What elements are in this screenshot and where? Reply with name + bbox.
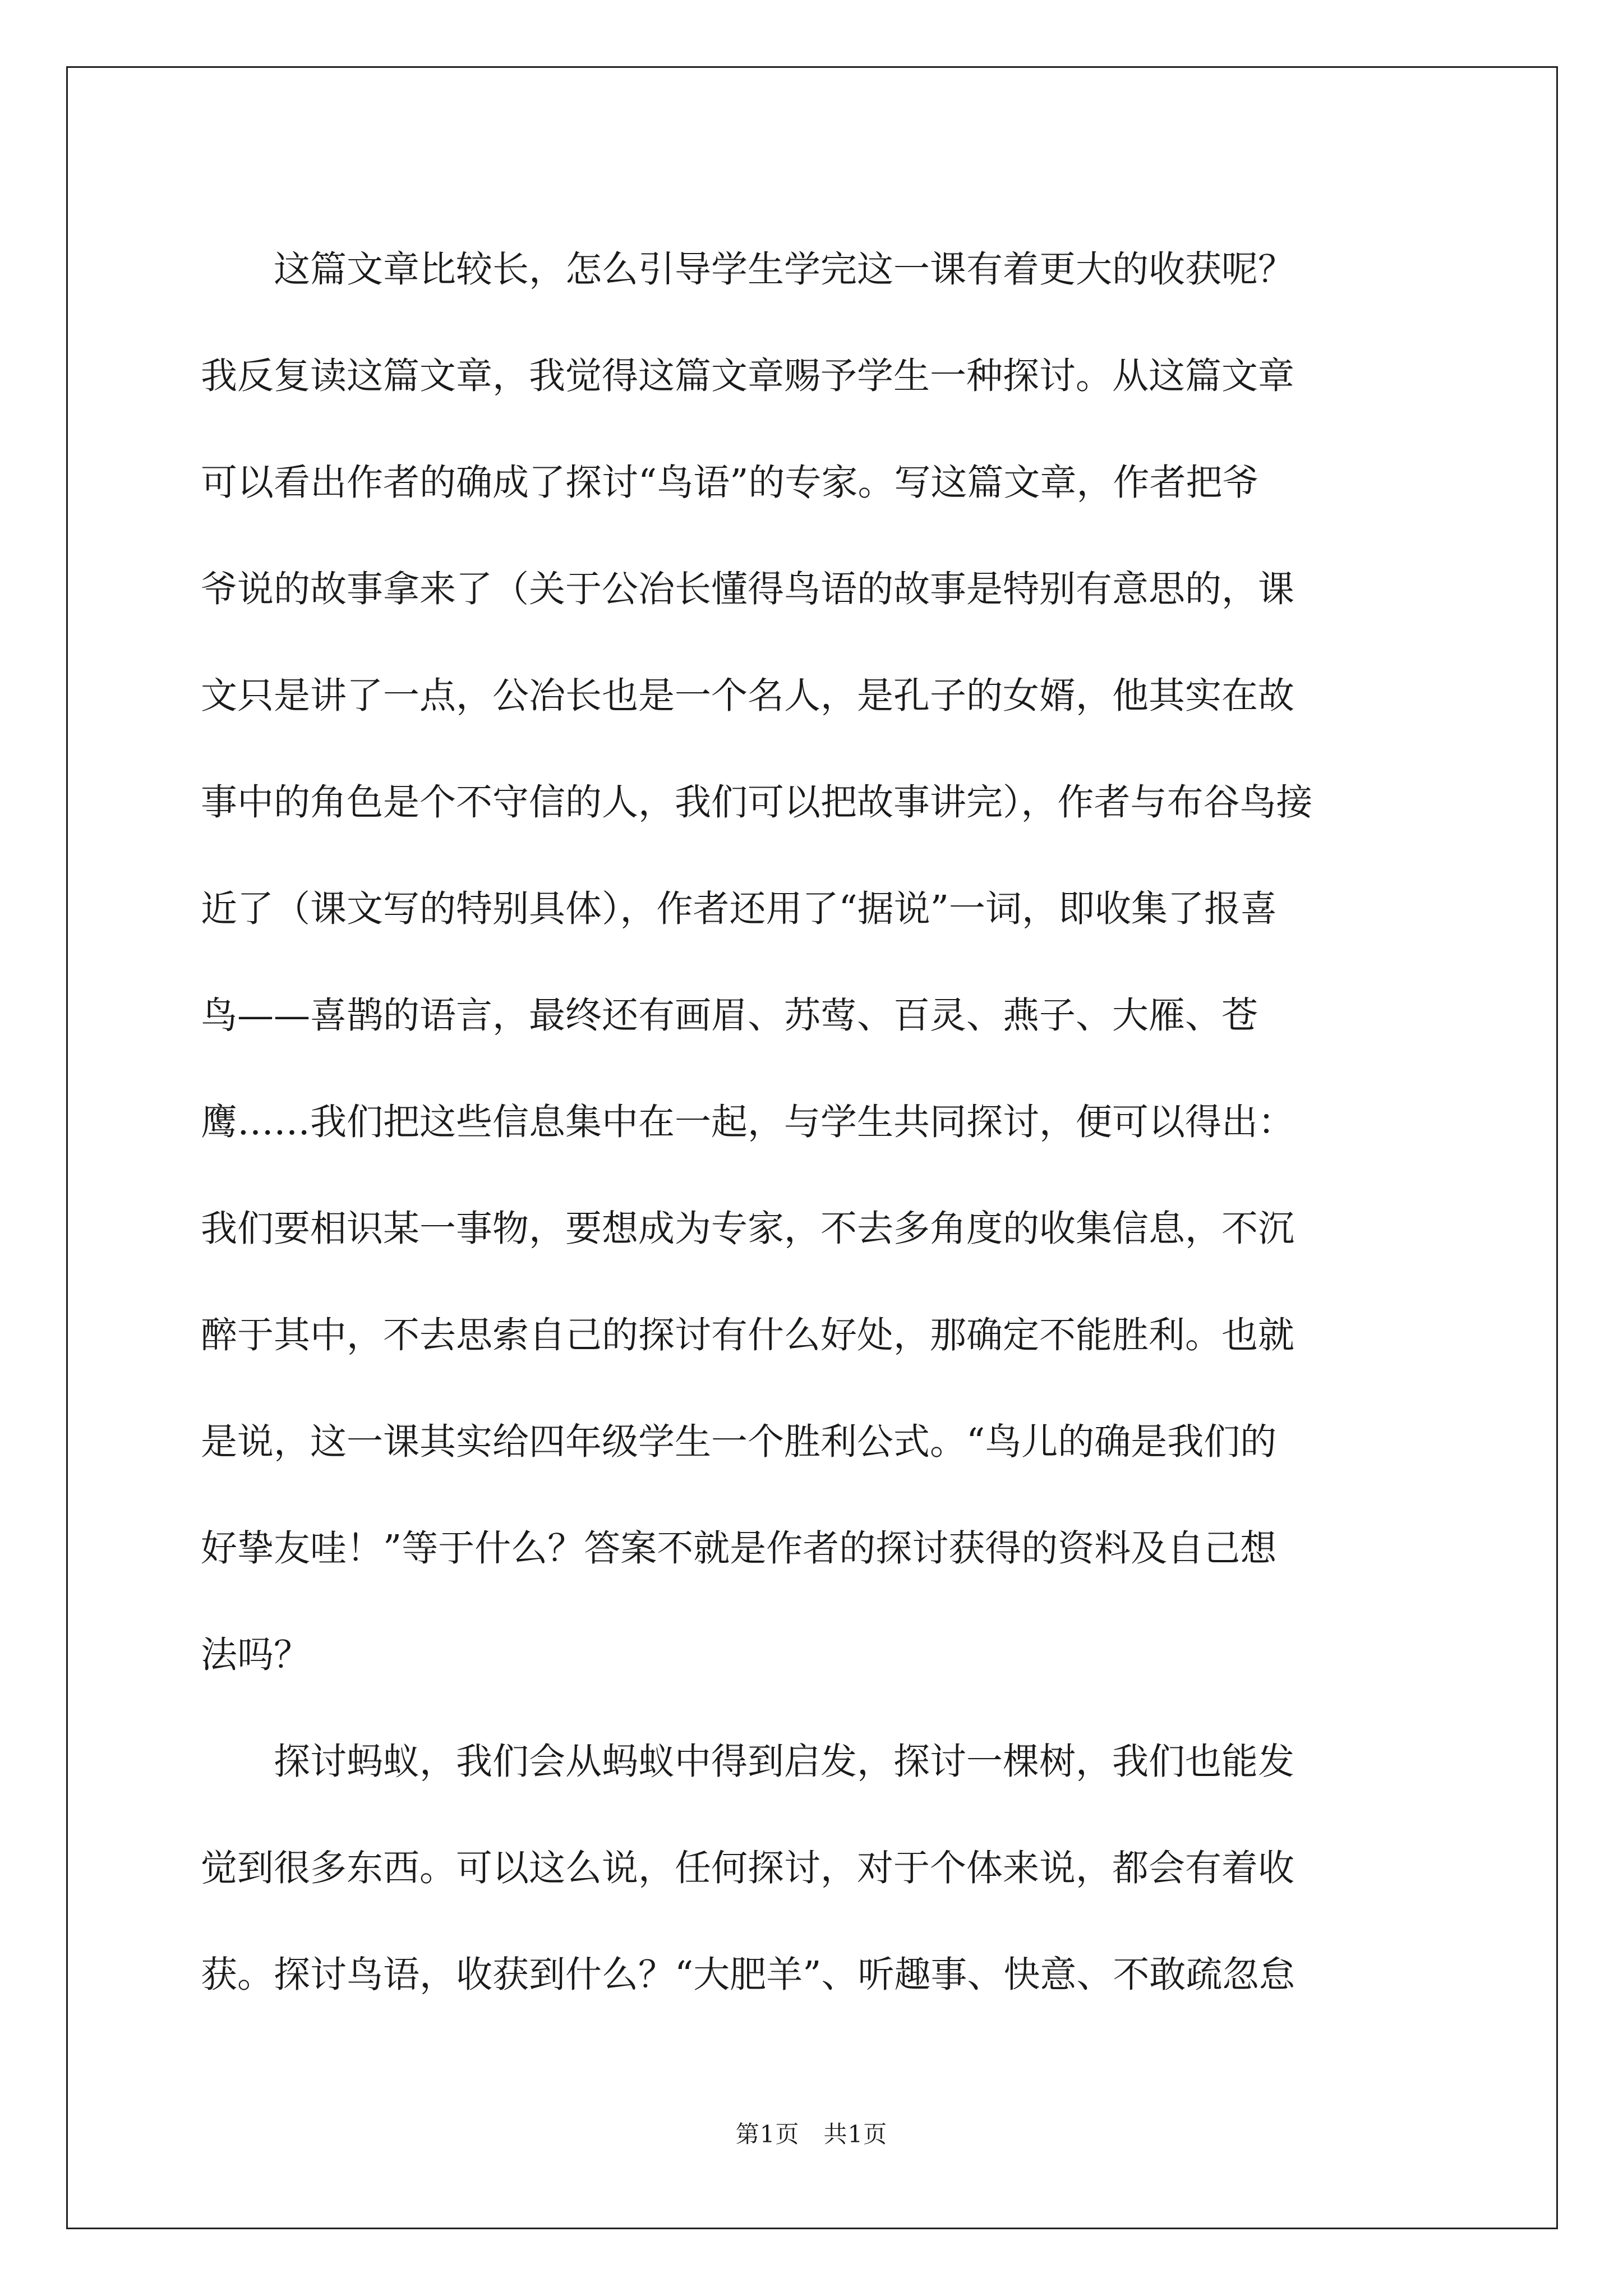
text-line: 是说，这一课其实给四年级学生一个胜利公式。“鸟儿的确是我们的 [201,1421,1277,1463]
text-line: 可以看出作者的确成了探讨“鸟语”的专家。写这篇文章，作者把爷 [201,462,1259,504]
text-line: 获。探讨鸟语，收获到什么？“大肥羊”、听趣事、快意、不敢疏忽怠 [201,1954,1295,1996]
text-line: 好挚友哇！”等于什么？答案不就是作者的探讨获得的资料及自己想 [201,1527,1277,1570]
text-line: 事中的角色是个不守信的人，我们可以把故事讲完），作者与布谷鸟接 [201,781,1313,823]
text-line: 醉于其中，不去思索自己的探讨有什么好处，那确定不能胜利。也就 [201,1314,1295,1356]
text-line: 文只是讲了一点，公冶长也是一个名人，是孔子的女婿，他其实在故 [201,675,1295,717]
text-line: 爷说的故事拿来了（关于公冶长懂得鸟语的故事是特别有意思的，课 [201,568,1295,610]
text-line: 觉到很多东西。可以这么说，任何探讨，对于个体来说，都会有着收 [201,1847,1295,1889]
text-line: 鹰……我们把这些信息集中在一起，与学生共同探讨，便可以得出： [201,1101,1295,1143]
text-line: 探讨蚂蚁，我们会从蚂蚁中得到启发，探讨一棵树，我们也能发 [201,1741,1295,1783]
text-line: 这篇文章比较长，怎么引导学生学完这一课有着更大的收获呢？ [201,249,1295,291]
text-line: 法吗？ [201,1634,311,1676]
document-body [201,217,1429,2028]
page-footer: 第1页 共1页 [735,2120,888,2148]
text-line: 鸟——喜鹊的语言，最终还有画眉、苏莺、百灵、燕子、大雁、苍 [201,995,1258,1037]
text-line: 近了（课文写的特别具体），作者还用了“据说”一词，即收集了报喜 [201,888,1277,930]
text-line: 我们要相识某一事物，要想成为专家，不去多角度的收集信息，不沉 [201,1208,1295,1250]
text-line: 我反复读这篇文章，我觉得这篇文章赐予学生一种探讨。从这篇文章 [201,355,1295,397]
